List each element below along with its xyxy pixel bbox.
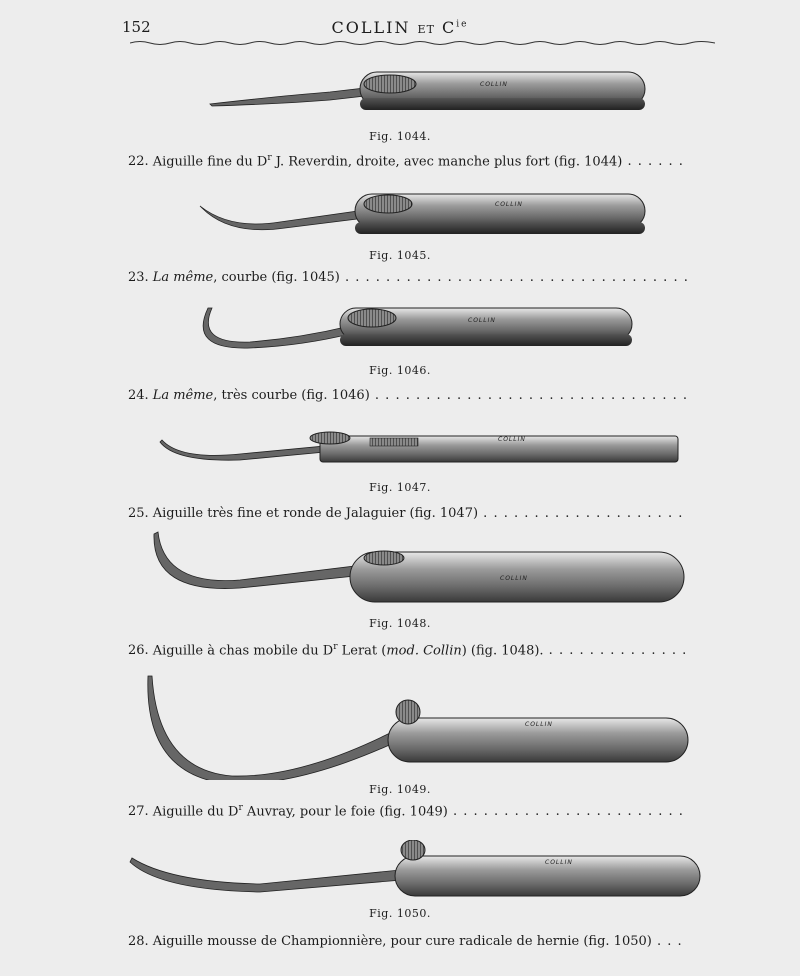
engraving-mark: COLLIN <box>545 859 573 866</box>
fig-caption: Fig. 1045. <box>369 249 431 262</box>
header-c-sup: ie <box>456 19 469 30</box>
fig-1045-instrument <box>0 190 800 240</box>
item-24: 24. La même, très courbe (fig. 1046) . . . <box>128 388 688 403</box>
fig-1044-instrument <box>0 68 800 118</box>
engraving-mark: COLLIN <box>525 721 553 728</box>
header-collin: COLLIN <box>331 18 411 37</box>
fig-caption: Fig. 1050. <box>369 907 431 920</box>
item-26: 26. Aiguille à chas mobile du $D^r$ Lerat (mod. Collin) (fig. 1048). . . . <box>128 642 688 658</box>
engraving-mark: COLLIN <box>468 317 496 324</box>
item-23: 23. La même, courbe (fig. 1045) . . . <box>128 270 688 285</box>
item-28: 28. Aiguille mousse de Championnière, pour cure radicale de hernie (fig. 1050) . . . <box>128 934 688 949</box>
engraving-mark: COLLIN <box>500 575 528 582</box>
fig-1050-instrument <box>0 840 800 902</box>
fig-caption: Fig. 1044. <box>369 130 431 143</box>
engraving-mark: COLLIN <box>480 81 508 88</box>
header-et: ET <box>417 23 435 36</box>
running-header <box>0 18 800 37</box>
engraving-mark: COLLIN <box>498 436 526 443</box>
engraving-mark: COLLIN <box>495 201 523 208</box>
fig-1049-instrument <box>0 672 800 780</box>
item-25: 25. Aiguille très fine et ronde de Jalaguier (fig. 1047) . . . <box>128 506 688 521</box>
item-22: 22. Aiguille fine du $D^r$ J. Reverdin, droite, avec manche plus fort (fig. 1044) . . . <box>128 153 688 169</box>
fig-caption: Fig. 1046. <box>369 364 431 377</box>
fig-caption: Fig. 1048. <box>369 617 431 630</box>
header-c: C <box>442 18 457 37</box>
fig-caption: Fig. 1047. <box>369 481 431 494</box>
page-number: 152 <box>122 18 151 36</box>
fig-1047-instrument <box>0 428 800 468</box>
header-rule <box>130 40 715 46</box>
fig-1046-instrument <box>0 302 800 354</box>
fig-1048-instrument <box>0 530 800 608</box>
item-27: 27. Aiguille du $D^r$ Auvray, pour le foie (fig. 1049) . . . <box>128 803 688 819</box>
fig-caption: Fig. 1049. <box>369 783 431 796</box>
